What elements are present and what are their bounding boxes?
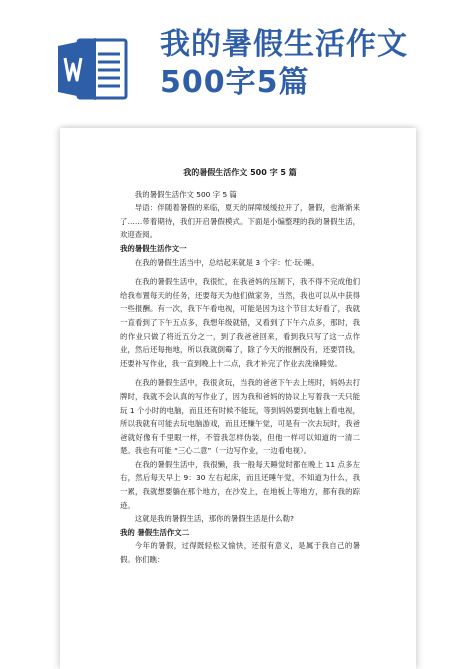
- word-document-icon: [56, 36, 130, 102]
- paragraph: 在我的暑假生活中，我很贪玩，当我的爸爸下午去上班时，妈妈去打牌时，我就不会认真的写作业了，因为我和爸妈的协议上写着我一天只能玩 1 个小时的电脑，而且还有时候不能玩，等到妈妈要到电脑上看电视，所以我就有可能去玩电脑游戏，而且还赚午觉，可是有一次去玩时，我爸爸就好像有千里眼一样，不管我怎样伪装，但他一样可以知道的一清二楚。我也有可能 “三心二意”（一边写作业，一边看电视）。: [120, 378, 360, 456]
- banner-title-line1: 我的暑假生活作文: [160, 27, 408, 62]
- paragraph: 在我的暑假生活当中，总结起来就是 3 个字：忙·玩·睡。: [134, 257, 319, 267]
- paragraph: 在我的暑假生活中，我很忙，在我爸妈的压制下，我不得不完成他们给我布置每天的任务，还要每天为他们做家务，当然，我也可以从中获得一些报酬。有一次，我下午看电视，可能是因为这个节目太好看了，我就一直看到了下午五点多，我想年级就错，又看到了下午六点多，那时，我的作业只做了将近五分之一，到了我爸爸回来，看到我只写了这一点作业，然后还每拖地，所以我就倒霉了，除了今天的报酬没有，还要罚钱，还要补写作业，我一直到晚上十二点，我才补完了作业去洗澡睡觉。: [120, 277, 360, 368]
- paragraph: 这就是我的暑假生活，那你的暑假生活是什么勒?: [134, 514, 294, 524]
- intro-paragraph: 导语：伴随着暑假的来临，夏天的屏障缓缓拉开了，暑假，也渐渐来了……带着期待，我们开启暑假模式。下面是小编整理的我的暑假生活，欢迎查阅。: [120, 203, 360, 240]
- paragraph: 今年的暑假，过得既轻松又愉快，还很有意义，是属于我自己的暑假。你们瞧：: [120, 541, 360, 565]
- banner-title: [160, 26, 470, 102]
- paragraph: 在我的暑假生活中，我很懒，我一般每天睡觉时都在晚上 11 点多左右，然后每天早上 9：30 左右起床，而且还睡午觉，不知道为什么，我一累，我就想要躺在那个地方，在沙发上，在地板上等地方，都有我的踪迹。: [120, 459, 360, 510]
- header-banner: [0, 0, 474, 118]
- document-subtitle: 我的暑假生活作文 500 字 5 篇: [134, 189, 237, 199]
- document-content: [120, 166, 360, 567]
- section-heading-2: 我的 暑假生活作文二: [120, 527, 190, 537]
- banner-title-line2: 500字5篇: [160, 65, 310, 100]
- section-heading-1: 我的暑假生活作文一: [120, 243, 187, 253]
- document-title: 我的暑假生活作文 500 字 5 篇: [183, 168, 297, 177]
